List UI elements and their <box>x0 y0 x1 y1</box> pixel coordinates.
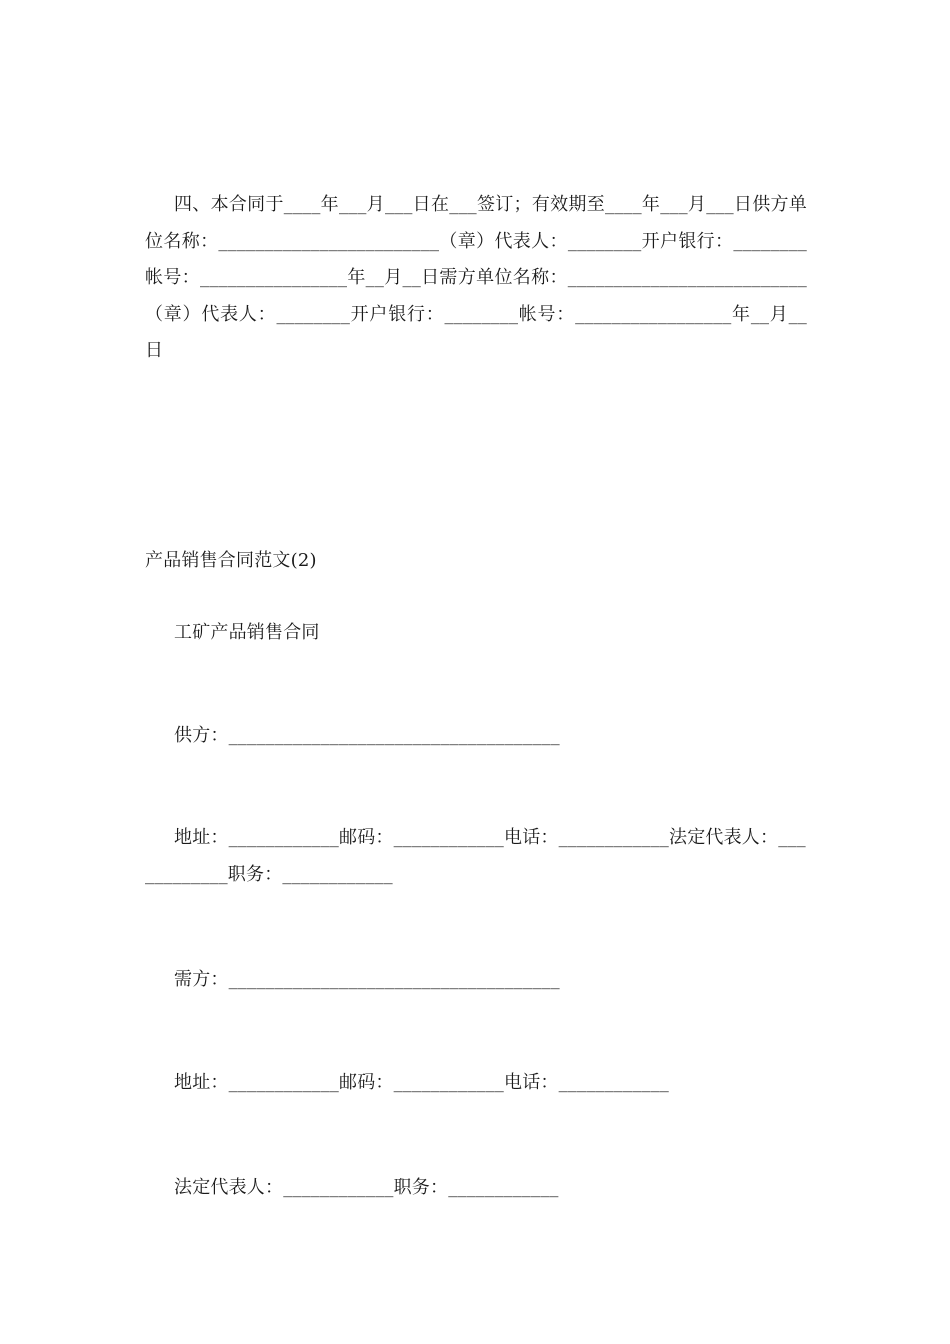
contract-title: 工矿产品销售合同 <box>174 622 320 643</box>
buyer-address-line: 地址：____________邮码：____________电话：____________ <box>174 1072 669 1093</box>
section-heading: 产品销售合同范文(2) <box>145 550 317 571</box>
buyer-line: 需方：____________________________________ <box>174 969 560 990</box>
supplier-line: 供方：____________________________________ <box>174 725 560 746</box>
supplier-address-paragraph: 地址：____________邮码：____________电话：____________法定代表人：____________职务：____________ <box>145 827 806 885</box>
buyer-representative-line: 法定代表人：____________职务：____________ <box>174 1177 559 1198</box>
clause-four-paragraph: 四、本合同于____年___月___日在___签订；有效期至____年___月___日供方单位名称：________________________（章）代表人：________开户银行：________帐号：________________年__月__日需方单位名称：__________________________（章）代表人：________开户银行：________帐号：_________________年__月__日 <box>145 194 807 361</box>
